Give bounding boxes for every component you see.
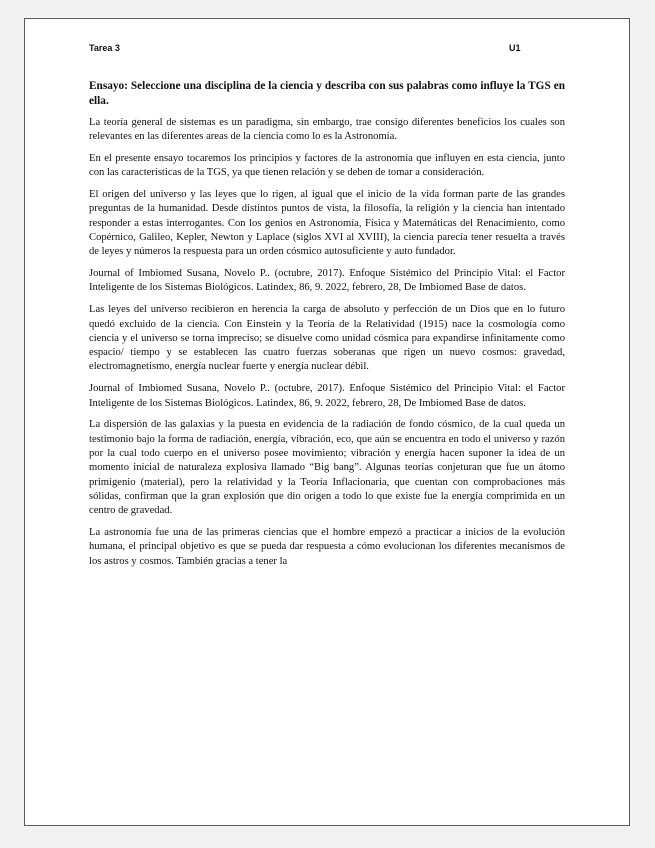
header-unit-label: U1 — [509, 43, 521, 53]
paragraph-citation-1: Journal of Imbiomed Susana, Novelo P.. (octubre, 2017). Enfoque Sistémico del Principio Vital: el Factor Inteligente de los Sistemas Biológicos. Latindex, 86, 9. 2022, febrero, 28, De Imbiomed Base de datos. — [89, 268, 565, 294]
document-page — [24, 18, 630, 826]
paragraph-astronomy: La astronomía fue una de las primeras ciencias que el hombre empezó a practicar a inicios de la evolución humana, el principal objetivo es que se pueda dar respuesta a cómo evolucionan los diferentes mecanismos de los astros y cosmos. También gracias a tener la — [89, 526, 565, 567]
paragraph-intro: La teoría general de sistemas es un paradigma, sin embargo, trae consigo diferentes beneficios los cuales son relevantes en las diferentes areas de la ciencia como lo es la Astronomía. — [89, 117, 565, 143]
essay-body — [89, 79, 565, 576]
page-header — [89, 43, 565, 57]
paragraph-big-bang: La dispersión de las galaxias y la puesta en evidencia de la radiación de fondo cósmico, de la cual queda un testimonio bajo la forma de radiación, energía, vibración, eco, que aún se encuentra en todo el universo y razón por la cual todo cuerpo en el universo posee movimiento; vibración y energía hacen suponer la idea de un momento inicial de naturaleza explosiva llamado “Big bang”. Algunas teorías conjeturan que fue un átomo primigenio (material), pero la relatividad y la Teoría Inflacionaria, que cuentan con comprobaciones más sólidas, confirman que la gran explosión que dio origen a todo lo que existe fue la energía comprimida en un centro de gravedad. — [89, 419, 565, 517]
essay-title: Ensayo: Seleccione una disciplina de la ciencia y describa con sus palabras como influye la TGS en ella. — [89, 80, 565, 107]
header-assignment-label: Tarea 3 — [89, 43, 120, 53]
paragraph-origin-universe: El origen del universo y las leyes que lo rigen, al igual que el inicio de la vida forman parte de las grandes preguntas de la humanidad. Desde distintos puntos de vista, la filosofía, la religión y la ciencia han intentado responder a estas interrogantes. Con los genios en Astronomía, Física y Matemáticas del Renacimiento, como Copérnico, Galileo, Kepler, Newton y Laplace (siglos XVI al XVIII), la ciencia parecía tener resuelta a través de leyes y números la respuesta para un orden cósmico autosuficiente y auto fundador. — [89, 189, 565, 258]
paragraph-universe-laws: Las leyes del universo recibieron en herencia la carga de absoluto y perfección de un Dios que en lo futuro quedó excluido de la ciencia. Con Einstein y la Teoría de la Relatividad (1915) nace la cosmología como ciencia y el universo se torna impreciso; se disuelve como unidad cósmica para expandirse infinitamente como espacio/ tiempo y se establecen las cuatro fuerzas soberanas que rigen un nuevo cosmos: gravedad, electromagnetismo, energía nuclear fuerte y energía nuclear débil. — [89, 304, 565, 373]
paragraph-citation-2: Journal of Imbiomed Susana, Novelo P.. (octubre, 2017). Enfoque Sistémico del Principio Vital: el Factor Inteligente de los Sistemas Biológicos. Latindex, 86, 9. 2022, febrero, 28, De Imbiomed Base de datos. — [89, 383, 565, 409]
paragraph-purpose: En el presente ensayo tocaremos los principios y factores de la astronomía que influyen en esta ciencia, junto con las características de la TGS, ya que tienen relación y se deben de tomar a consideración. — [89, 153, 565, 179]
